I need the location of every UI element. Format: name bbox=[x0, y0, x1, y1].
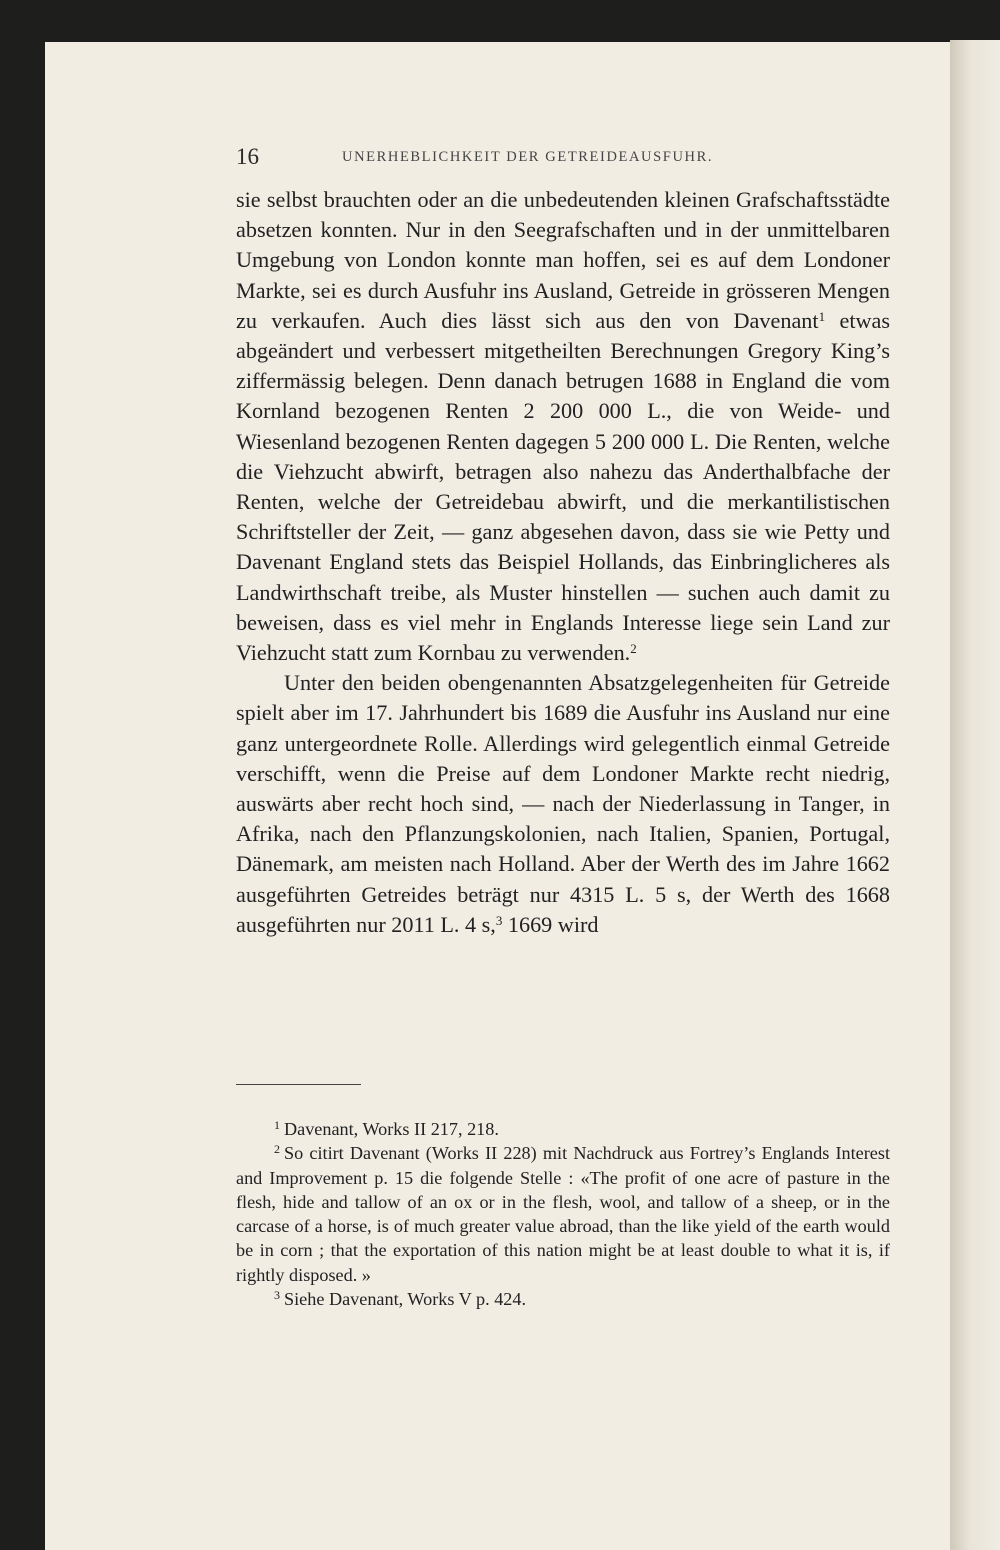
paragraph-2 bbox=[236, 668, 890, 940]
footnote-mark: 1 bbox=[274, 1118, 280, 1132]
paragraph-1-text-b: etwas abgeändert und verbessert mitgetheilten Berechnungen Gregory King’s ziffermässig belegen. Denn danach betrugen 1688 in England die vom Kornland bezogenen Renten 2 200 000 L., die von Weide- und Wiesenland bezogenen Renten dagegen 5 200 000 L. Die Renten, welche die Viehzucht abwirft, betragen also nahezu das Anderthalbfache der Renten, welche der Getreidebau abwirft, und die merkantilistischen Schriftsteller der Zeit, — ganz abgesehen davon, dass sie wie Petty und Davenant England stets das Beispiel Hollands, das Einbringlicheres als Landwirthschaft treibe, als Muster hinstellen — suchen auch damit zu beweisen, dass es viel mehr in Englands Interesse liege sein Land zur Viehzucht statt zum Kornbau zu verwenden. bbox=[236, 307, 890, 666]
page-header bbox=[236, 144, 890, 174]
footnote-3 bbox=[236, 1287, 890, 1311]
paragraph-1 bbox=[236, 185, 890, 668]
main-text bbox=[236, 185, 890, 940]
running-head: UNERHEBLICHKEIT DER GETREIDEAUSFUHR. bbox=[342, 149, 714, 165]
paragraph-2-text-a: Unter den beiden obengenannten Absatzgelegenheiten für Getreide spielt aber im 17. Jahrhundert bis 1689 die Ausfuhr ins Ausland nur eine ganz untergeordnete Rolle. Allerdings wird gelegentlich einmal Getreide verschifft, wenn die Preise auf dem Londoner Markte recht niedrig, auswärts aber recht hoch sind, — nach der Niederlassung in Tanger, in Afrika, nach den Pflanzungskolonien, nach Italien, Spanien, Portugal, Dänemark, am meisten nach Holland. Aber der Werth des im Jahre 1662 ausgeführten Getreides beträgt nur 4315 L. 5 s, der Werth des 1668 ausgeführten nur 2011 L. 4 s, bbox=[236, 670, 890, 937]
footnote-text: Siehe Davenant, Works V p. 424. bbox=[284, 1289, 527, 1310]
footnote-2 bbox=[236, 1141, 890, 1287]
footnote-mark: 2 bbox=[274, 1142, 280, 1157]
footnotes bbox=[236, 1117, 890, 1311]
footnote-ref-2: 2 bbox=[630, 641, 637, 657]
footnote-ref-1: 1 bbox=[818, 308, 826, 324]
page-number: 16 bbox=[236, 144, 259, 169]
page-edge bbox=[950, 40, 1000, 1550]
footnote-text: So citirt Davenant (Works II 228) mit Nachdruck aus Fortrey’s Englands Interest and Improvement p. 15 die folgende Stelle : «The profit of one acre of pasture in the flesh, hide and tallow of an ox or in the flesh, wool, and tallow of a sheep, or in the carcase of a horse, is of much greater value abroad, than the like yield of the earth would be in corn ; that the exportation of this nation might be at least double to what it is, if rightly disposed. » bbox=[236, 1143, 890, 1285]
footnote-mark: 3 bbox=[274, 1288, 280, 1303]
footnote-divider bbox=[236, 1084, 361, 1085]
footnote-text: Davenant, Works II 217, 218. bbox=[284, 1119, 499, 1139]
footnote-1 bbox=[236, 1117, 890, 1141]
paragraph-1-text-a: sie selbst brauchten oder an die unbedeutenden kleinen Grafschaftsstädte absetzen konnten. Nur in den Seegrafschaften und in der unmittelbaren Umgebung von London konnte man hoffen, sei es auf dem Londoner Markte, sei es durch Ausfuhr ins Ausland, Getreide in grösseren Mengen zu verkaufen. Auch dies lässt sich aus den von Davenant bbox=[236, 187, 890, 333]
paragraph-2-text-b: 1669 wird bbox=[502, 911, 599, 937]
footnote-ref-3: 3 bbox=[495, 912, 503, 928]
